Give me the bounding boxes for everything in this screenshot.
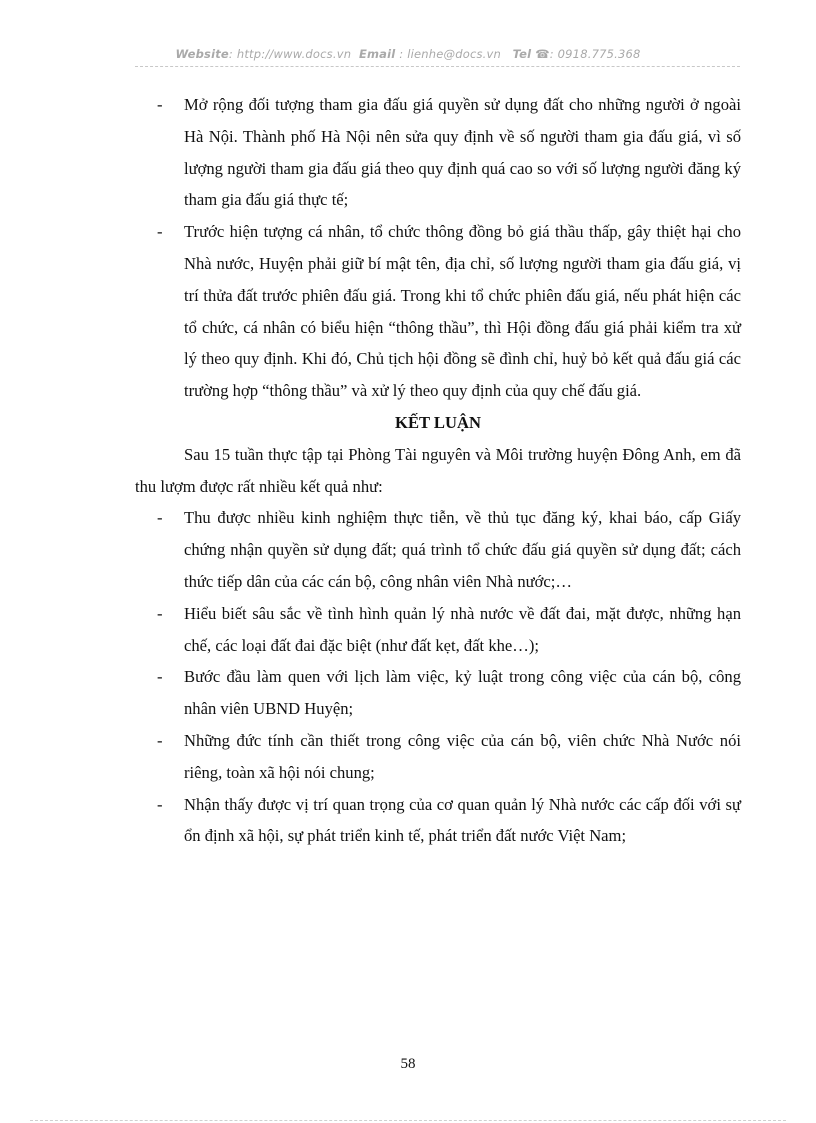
- list-item: [135, 89, 741, 216]
- email-value: : lienhe@docs.vn: [399, 47, 502, 61]
- bullet-dash: -: [157, 730, 163, 750]
- list-item-text: Thu được nhiều kinh nghiệm thực tiễn, về thủ tục đăng ký, khai báo, cấp Giấy chứng nhận quyền sử dụng đất; quá trình tổ chức đấu giá quyền sử dụng đất; cách thức tiếp dân của các cán bộ, công nhân viên Nhà nước;…: [184, 508, 741, 591]
- list-item-text: Mở rộng đối tượng tham gia đấu giá quyền sử dụng đất cho những người ở ngoài Hà Nội. Thành phố Hà Nội nên sửa quy định về số người tham gia đấu giá, vì số lượng người tham gia đấu giá theo quy định quá cao so với số lượng người đăng ký tham gia đấu giá thực tế;: [184, 95, 741, 210]
- list-item-text: Trước hiện tượng cá nhân, tổ chức thông đồng bỏ giá thầu thấp, gây thiệt hại cho Nhà nước, Huyện phải giữ bí mật tên, địa chỉ, số lượng người tham gia đấu giá, vị trí thửa đất trước phiên đấu giá. Trong khi tổ chức phiên đấu giá, nếu phát hiện các tổ chức, cá nhân có biểu hiện “thông thầu”, thì Hội đồng đấu giá phải kiểm tra xử lý theo quy định. Khi đó, Chủ tịch hội đồng sẽ đình chỉ, huỷ bỏ kết quả đấu giá các trường hợp “thông thầu” và xử lý theo quy định của quy chế đấu giá.: [184, 222, 741, 401]
- section-heading: KẾT LUẬN: [395, 412, 481, 432]
- list-item-text: Những đức tính cần thiết trong công việc của cán bộ, viên chức Nhà Nước nói riêng, toàn xã hội nói chung;: [184, 730, 741, 782]
- header-divider: [135, 66, 740, 67]
- list-item: [135, 725, 741, 789]
- bullet-dash: -: [157, 95, 163, 114]
- footer-divider: [30, 1120, 786, 1121]
- list-item: [135, 502, 741, 597]
- email-label: Email: [358, 47, 396, 61]
- list-item: [135, 216, 741, 407]
- list-item: [135, 661, 741, 725]
- list-item-text: Bước đầu làm quen với lịch làm việc, kỷ luật trong công việc của cán bộ, công nhân viên UBND Huyện;: [184, 667, 741, 719]
- bullet-dash: -: [157, 603, 163, 623]
- list-item: [135, 789, 741, 853]
- page-header: [0, 47, 816, 61]
- website-label: Website: [175, 47, 229, 61]
- document-body: [135, 89, 741, 852]
- list-item: [135, 598, 741, 662]
- bullet-dash: -: [157, 222, 163, 242]
- bullet-dash: -: [157, 508, 163, 528]
- bullet-dash: -: [157, 794, 163, 814]
- tel-label: Tel: [512, 47, 532, 61]
- tel-value: : 0918.775.368: [549, 47, 641, 61]
- phone-icon: ☎: [535, 47, 550, 61]
- intro-paragraph: Sau 15 tuần thực tập tại Phòng Tài nguyên và Môi trường huyện Đông Anh, em đã thu lượm được rất nhiều kết quả như:: [135, 444, 741, 496]
- list-item-text: Hiểu biết sâu sắc về tình hình quản lý nhà nước về đất đai, mặt được, những hạn chế, các loại đất đai đặc biệt (như đất kẹt, đất khe…);: [184, 603, 741, 655]
- list-item-text: Nhận thấy được vị trí quan trọng của cơ quan quản lý Nhà nước các cấp đối với sự ổn định xã hội, sự phát triển kinh tế, phát triển đất nước Việt Nam;: [184, 794, 741, 846]
- bullet-dash: -: [157, 667, 163, 687]
- page-number: 58: [400, 1056, 416, 1072]
- website-value: : http://www.docs.vn: [228, 47, 352, 61]
